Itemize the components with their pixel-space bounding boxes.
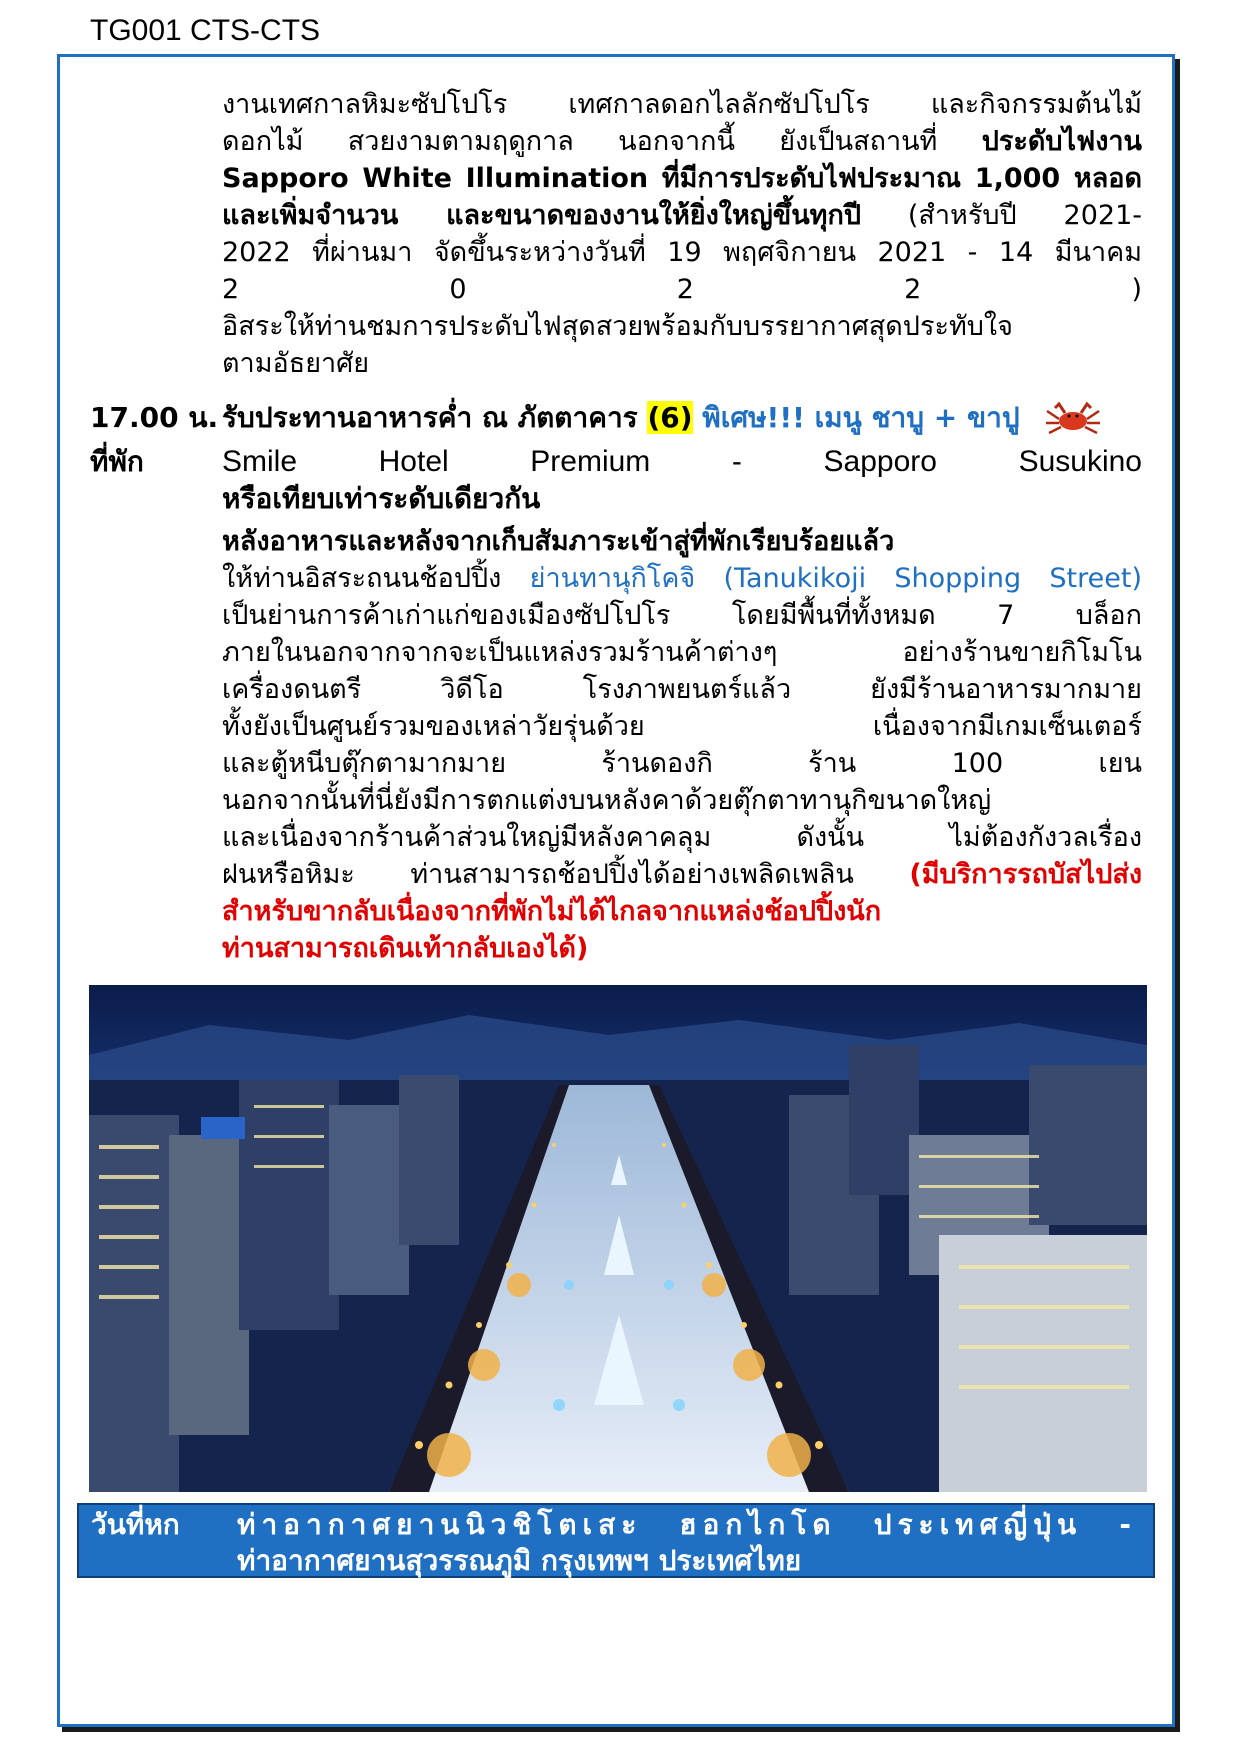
intro-bold: และเพิ่มจำนวน และขนาดของงานให้ยิ่งใหญ่ขึ้นทุกปี — [222, 200, 861, 231]
intro-line: Sapporo White Illumination ที่มีการประดับไฟประมาณ 1,000 หลอด — [222, 163, 1142, 194]
meal-number: (6) — [647, 401, 693, 434]
hotel-alt: หรือเทียบเท่าระดับเดียวกัน — [222, 482, 541, 515]
intro-text: ดอกไม้ สวยงามตามฤดูกาล นอกจากนี้ ยังเป็นสถานที่ — [222, 126, 982, 157]
evening-red-text: (มีบริการรถบัสไปส่ง — [909, 859, 1142, 890]
intro-line: 2 0 2 2 ) — [222, 274, 1142, 305]
evening-text: ฝนหรือหิมะ ท่านสามารถช้อปปิ้งได้อย่างเพลิดเพลิน — [222, 859, 910, 890]
evening-line: หลังอาหารและหลังจากเก็บสัมภาระเข้าสู่ที่พักเรียบร้อยแล้ว — [222, 526, 895, 557]
day-route-line: ท่าอากาศยานนิวชิโตเสะ ฮอกไกโด ประเทศญี่ปุ่น - — [237, 1508, 1137, 1541]
intro-bold: ประดับไฟงาน — [981, 126, 1142, 157]
evening-line: ท่านสามารถเดินเท้ากลับเองได้) — [222, 933, 589, 964]
hotel-block — [222, 443, 1142, 517]
dinner-row — [222, 399, 1142, 437]
day-six-band — [77, 1503, 1155, 1578]
intro-line: ตามอัธยาศัย — [222, 348, 370, 379]
day-label: วันที่หก — [91, 1508, 180, 1541]
intro-line — [222, 197, 1142, 234]
dinner-text: รับประทานอาหารค่ำ ณ ภัตตาคาร — [222, 401, 648, 434]
day-route-line: ท่าอากาศยานสุวรรณภูมิ กรุงเทพฯ ประเทศไทย — [237, 1544, 802, 1577]
intro-line: อิสระให้ท่านชมการประดับไฟสุดสวยพร้อมกับบรรยากาศสุดประทับใจ — [222, 311, 1013, 342]
hotel-name: Smile Hotel Premium - Sapporo Susukino — [222, 445, 1142, 478]
document-code: TG001 CTS-CTS — [90, 14, 321, 47]
intro-paragraph — [222, 86, 1142, 382]
evening-line: นอกจากนั้นที่นี่ยังมีการตกแต่งบนหลังคาด้วยตุ๊กตาทานุกิขนาดใหญ่ — [222, 785, 992, 816]
tanukikoji-link: ย่านทานุกิโคจิ (Tanukikoji Shopping Street) — [529, 563, 1142, 594]
intro-line: 2022 ที่ผ่านมา จัดขึ้นระหว่างวันที่ 19 พฤศจิกายน 2021 - 14 มีนาคม — [222, 237, 1142, 268]
evening-line: และเนื่องจากร้านค้าส่วนใหญ่มีหลังคาคลุม ดังนั้น ไม่ต้องกังวลเรื่อง — [222, 822, 1142, 853]
sapporo-illumination-photo — [89, 985, 1147, 1492]
intro-line: งานเทศกาลหิมะซัปโปโร เทศกาลดอกไลลักซัปโปโร และกิจกรรมต้นไม้ — [222, 89, 1142, 120]
evening-line: สำหรับขากลับเนื่องจากที่พักไม่ได้ไกลจากแหล่งช้อปปิ้งนัก — [222, 896, 882, 927]
evening-line: ภายในนอกจากจากจะเป็นแหล่งรวมร้านค้าต่างๆ อย่างร้านขายกิโมโน — [222, 637, 1142, 668]
dinner-time: 17.00 น. — [90, 401, 219, 434]
day-route — [237, 1507, 1137, 1579]
intro-text: (สำหรับปี 2021- — [860, 200, 1142, 231]
crab-icon — [1043, 401, 1103, 437]
evening-text: ให้ท่านอิสระถนนช้อปปิ้ง — [222, 563, 530, 594]
evening-line — [222, 856, 1142, 893]
city-night-scene — [89, 985, 1147, 1492]
evening-line — [222, 560, 1142, 597]
evening-line: ทั้งยังเป็นศูนย์รวมของเหล่าวัยรุ่นด้วย เนื่องจากมีเกมเซ็นเตอร์ — [222, 711, 1142, 742]
evening-line: เครื่องดนตรี วิดีโอ โรงภาพยนตร์แล้ว ยังมีร้านอาหารมากมาย — [222, 674, 1142, 705]
evening-line: เป็นย่านการค้าเก่าแก่ของเมืองซัปโปโร โดยมีพื้นที่ทั้งหมด 7 บล็อก — [222, 600, 1142, 631]
intro-line — [222, 123, 1142, 160]
hotel-label: ที่พัก — [90, 445, 144, 478]
dinner-special: พิเศษ!!! เมนู ชาบู + ขาปู — [692, 401, 1020, 434]
evening-line: และตู้หนีบตุ๊กตามากมาย ร้านดองกิ ร้าน 100 เยน — [222, 748, 1142, 779]
evening-paragraph — [222, 523, 1142, 967]
